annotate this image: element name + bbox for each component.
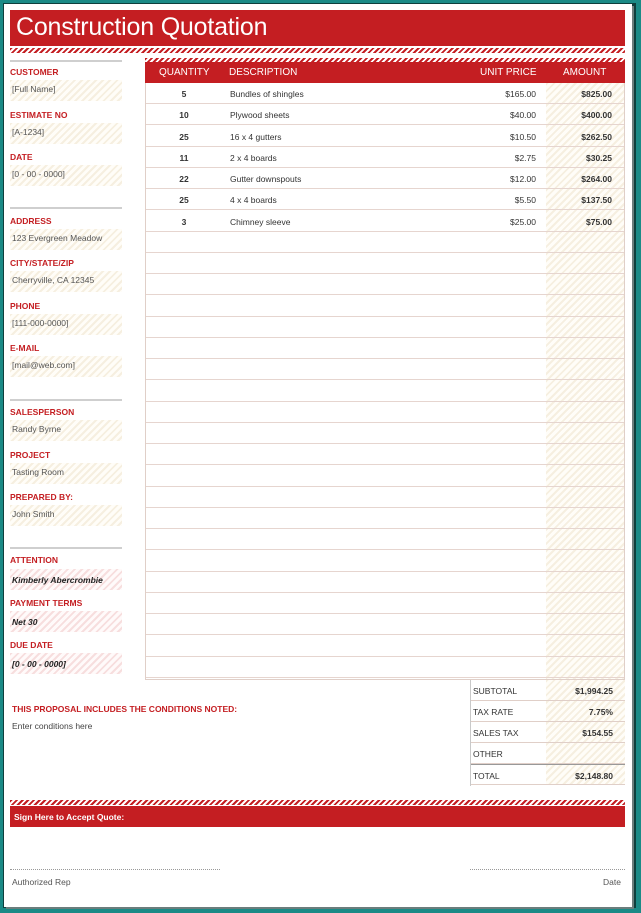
table-row[interactable] bbox=[146, 126, 624, 147]
customer-field[interactable]: [Full Name] bbox=[10, 80, 122, 101]
prepared-by-label: PREPARED BY: bbox=[10, 492, 73, 502]
date-label-sign: Date bbox=[603, 877, 621, 887]
conditions-field[interactable]: Enter conditions here bbox=[12, 721, 93, 731]
email-label: E-MAIL bbox=[10, 343, 40, 353]
table-row[interactable] bbox=[146, 296, 624, 317]
city-field[interactable]: Cherryville, CA 12345 bbox=[10, 271, 122, 292]
description-cell: Bundles of shingles bbox=[230, 89, 304, 99]
date-field[interactable]: [0 - 00 - 0000] bbox=[10, 165, 122, 186]
description-cell: 2 x 4 boards bbox=[230, 152, 277, 163]
amount-cell: $264.00 bbox=[581, 174, 612, 184]
payment-terms-field[interactable]: Net 30 bbox=[10, 611, 122, 632]
description-cell: Chimney sleeve bbox=[230, 216, 291, 227]
amount-header: AMOUNT bbox=[563, 67, 607, 78]
table-row[interactable] bbox=[146, 657, 624, 678]
due-date-label: DUE DATE bbox=[10, 640, 53, 650]
table-row[interactable] bbox=[146, 381, 624, 402]
table-row[interactable] bbox=[146, 211, 624, 232]
sign-bar-label: Sign Here to Accept Quote: bbox=[14, 812, 125, 822]
table-row[interactable] bbox=[146, 444, 624, 465]
unit-price-cell: $165.00 bbox=[505, 89, 536, 99]
estimate-label: ESTIMATE NO bbox=[10, 110, 68, 120]
quantity-cell: 5 bbox=[181, 89, 187, 99]
quantity-header: QUANTITY bbox=[159, 67, 210, 78]
unit-price-cell: $2.75 bbox=[514, 152, 536, 163]
description-cell: Gutter downspouts bbox=[230, 174, 302, 184]
date-label: DATE bbox=[10, 152, 33, 162]
email-field[interactable]: [mail@web.com] bbox=[10, 356, 122, 377]
authorized-rep-label: Authorized Rep bbox=[12, 877, 71, 887]
estimate-field[interactable]: [A-1234] bbox=[10, 123, 122, 144]
unit-price-cell: $10.50 bbox=[510, 131, 536, 142]
table-row[interactable] bbox=[146, 83, 624, 104]
salesperson-field[interactable]: Randy Byrne bbox=[10, 420, 122, 441]
table-row[interactable] bbox=[146, 168, 624, 189]
description-cell: 16 x 4 gutters bbox=[230, 131, 282, 142]
table-row[interactable] bbox=[146, 232, 624, 253]
city-label: CITY/STATE/ZIP bbox=[10, 258, 74, 268]
table-row[interactable] bbox=[146, 593, 624, 614]
conditions-title: THIS PROPOSAL INCLUDES THE CONDITIONS NOTED: bbox=[12, 704, 238, 714]
left-divider bbox=[10, 547, 122, 549]
table-row[interactable] bbox=[146, 508, 624, 529]
sign-bar bbox=[10, 806, 625, 827]
unit-price-cell: $5.50 bbox=[514, 195, 536, 206]
unit-price-cell: $40.00 bbox=[510, 110, 536, 121]
address-label: ADDRESS bbox=[10, 216, 52, 226]
title-bar bbox=[10, 10, 625, 46]
subtotal-label: SUBTOTAL bbox=[473, 686, 518, 696]
sign-stripe bbox=[10, 800, 625, 805]
table-row[interactable] bbox=[146, 614, 624, 635]
table-row[interactable] bbox=[146, 104, 624, 125]
attention-label: ATTENTION bbox=[10, 555, 59, 565]
page-title: Construction Quotation bbox=[16, 13, 268, 41]
sales-tax-row bbox=[471, 722, 625, 743]
table-row[interactable] bbox=[146, 487, 624, 508]
phone-label: PHONE bbox=[10, 301, 41, 311]
description-cell: Plywood sheets bbox=[230, 110, 290, 121]
other-row bbox=[471, 743, 625, 764]
tax-rate-label: TAX RATE bbox=[473, 707, 514, 717]
description-cell: 4 x 4 boards bbox=[230, 195, 277, 206]
table-row[interactable] bbox=[146, 466, 624, 487]
sales-tax-value: $154.55 bbox=[582, 728, 613, 738]
left-divider bbox=[10, 399, 122, 401]
table-row[interactable] bbox=[146, 529, 624, 550]
amount-cell: $262.50 bbox=[581, 131, 612, 142]
unit-price-cell: $25.00 bbox=[510, 216, 536, 227]
quantity-cell: 3 bbox=[181, 216, 187, 227]
table-row[interactable] bbox=[146, 423, 624, 444]
total-row bbox=[471, 764, 625, 785]
table-row[interactable] bbox=[146, 274, 624, 295]
quantity-cell: 11 bbox=[179, 152, 189, 163]
attention-field[interactable]: Kimberly Abercrombie bbox=[10, 569, 122, 590]
salesperson-label: SALESPERSON bbox=[10, 407, 75, 417]
table-row[interactable] bbox=[146, 551, 624, 572]
subtotal-row bbox=[471, 680, 625, 701]
amount-cell: $400.00 bbox=[581, 110, 612, 121]
project-field[interactable]: Tasting Room bbox=[10, 463, 122, 484]
amount-cell: $30.25 bbox=[586, 152, 612, 163]
quantity-cell: 25 bbox=[179, 195, 189, 206]
address-field[interactable]: 123 Evergreen Meadow bbox=[10, 229, 122, 250]
unit-price-cell: $12.00 bbox=[510, 174, 536, 184]
sales-tax-label: SALES TAX bbox=[473, 728, 519, 738]
table-row[interactable] bbox=[146, 338, 624, 359]
rep-signature-line[interactable] bbox=[10, 869, 220, 871]
project-label: PROJECT bbox=[10, 450, 51, 460]
left-divider bbox=[10, 60, 122, 62]
description-header: DESCRIPTION bbox=[229, 67, 298, 78]
amount-cell: $825.00 bbox=[581, 89, 612, 99]
quantity-cell: 22 bbox=[179, 174, 189, 184]
total-value: $2,148.80 bbox=[575, 771, 613, 781]
title-stripe bbox=[10, 48, 625, 53]
phone-field[interactable]: [111-000-0000] bbox=[10, 314, 122, 335]
total-label: TOTAL bbox=[473, 771, 500, 781]
prepared-by-field[interactable]: John Smith bbox=[10, 505, 122, 526]
tax-rate-value[interactable]: 7.75% bbox=[588, 707, 613, 717]
amount-cell: $137.50 bbox=[581, 195, 612, 206]
subtotal-value: $1,994.25 bbox=[575, 686, 613, 696]
due-date-field[interactable]: [0 - 00 - 0000] bbox=[10, 653, 122, 674]
other-label: OTHER bbox=[473, 749, 503, 759]
table-row[interactable] bbox=[146, 572, 624, 593]
amount-cell: $75.00 bbox=[586, 216, 612, 227]
quotation-page bbox=[4, 4, 632, 907]
table-row[interactable] bbox=[146, 147, 624, 168]
unit-price-header: UNIT PRICE bbox=[480, 67, 537, 78]
customer-label: CUSTOMER bbox=[10, 67, 59, 77]
date-signature-line[interactable] bbox=[470, 869, 625, 871]
table-row[interactable] bbox=[146, 359, 624, 380]
table-row[interactable] bbox=[146, 402, 624, 423]
payment-terms-label: PAYMENT TERMS bbox=[10, 598, 83, 608]
tax-rate-row bbox=[471, 701, 625, 722]
table-row[interactable] bbox=[146, 253, 624, 274]
table-row[interactable] bbox=[146, 189, 624, 210]
table-row[interactable] bbox=[146, 636, 624, 657]
table-header bbox=[145, 62, 625, 83]
table-row[interactable] bbox=[146, 317, 624, 338]
quantity-cell: 10 bbox=[179, 110, 189, 121]
left-divider bbox=[10, 207, 122, 209]
header-stripe bbox=[145, 58, 625, 62]
quantity-cell: 25 bbox=[179, 131, 189, 142]
